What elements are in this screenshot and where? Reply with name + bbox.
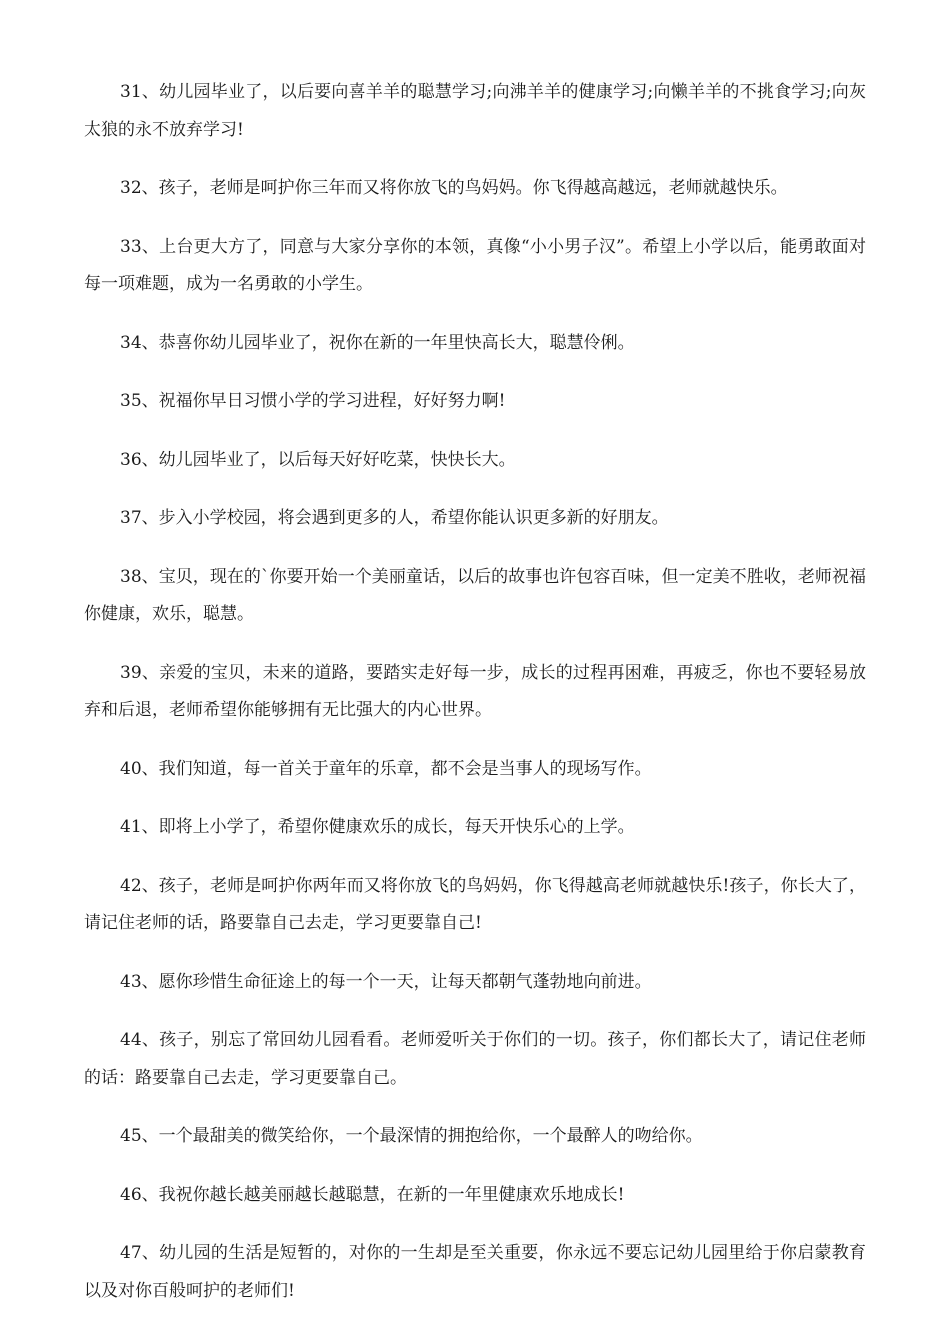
paragraph-33: 33、上台更大方了，同意与大家分享你的本领，真像“小小男子汉”。希望上小学以后，能勇敢面对每一项难题，成为一名勇敢的小学生。 — [84, 236, 866, 294]
paragraph-32: 32、孩子，老师是呵护你三年而又将你放飞的鸟妈妈。你飞得越高越远，老师就越快乐。 — [120, 178, 788, 198]
paragraph-43: 43、愿你珍惜生命征途上的每一个一天，让每天都朝气蓬勃地向前进。 — [120, 971, 652, 992]
document-body — [84, 74, 866, 1331]
paragraph-31: 31、幼儿园毕业了，以后要向喜羊羊的聪慧学习;向沸羊羊的健康学习;向懒羊羊的不挑食学习;向灰太狼的永不放弃学习! — [84, 82, 867, 140]
paragraph-47: 47、幼儿园的生活是短暂的，对你的一生却是至关重要，你永远不要忘记幼儿园里给于你启蒙教育以及对你百般呵护的老师们! — [84, 1243, 866, 1301]
paragraph-38: 38、宝贝，现在的`你要开始一个美丽童话，以后的故事也许包容百味，但一定美不胜收，老师祝福你健康，欢乐，聪慧。 — [84, 566, 866, 624]
paragraph-37: 37、步入小学校园，将会遇到更多的人，希望你能认识更多新的好朋友。 — [120, 508, 669, 528]
paragraph-45: 45、一个最甜美的微笑给你，一个最深情的拥抱给你，一个最醉人的吻给你。 — [120, 1126, 703, 1146]
paragraph-39: 39、亲爱的宝贝，未来的道路，要踏实走好每一步，成长的过程再困难，再疲乏，你也不要轻易放弃和后退，老师希望你能够拥有无比强大的内心世界。 — [84, 662, 866, 720]
paragraph-34: 34、恭喜你幼儿园毕业了，祝你在新的一年里快高长大，聪慧伶俐。 — [120, 332, 635, 353]
paragraph-36: 36、幼儿园毕业了，以后每天好好吃菜，快快长大。 — [120, 449, 516, 470]
paragraph-40: 40、我们知道，每一首关于童年的乐章，都不会是当事人的现场写作。 — [120, 758, 652, 779]
paragraph-42: 42、孩子，老师是呵护你两年而又将你放飞的鸟妈妈，你飞得越高老师就越快乐!孩子，你长大了，请记住老师的话，路要靠自己去走，学习更要靠自己! — [84, 875, 866, 933]
paragraph-41: 41、即将上小学了，希望你健康欢乐的成长，每天开快乐心的上学。 — [120, 817, 635, 837]
paragraph-44: 44、孩子，别忘了常回幼儿园看看。老师爱听关于你们的一切。孩子，你们都长大了，请记住老师的话：路要靠自己去走，学习更要靠自己。 — [84, 1030, 866, 1088]
paragraph-46: 46、我祝你越长越美丽越长越聪慧，在新的一年里健康欢乐地成长! — [120, 1184, 625, 1205]
paragraph-35: 35、祝福你早日习惯小学的学习进程，好好努力啊! — [120, 391, 506, 411]
